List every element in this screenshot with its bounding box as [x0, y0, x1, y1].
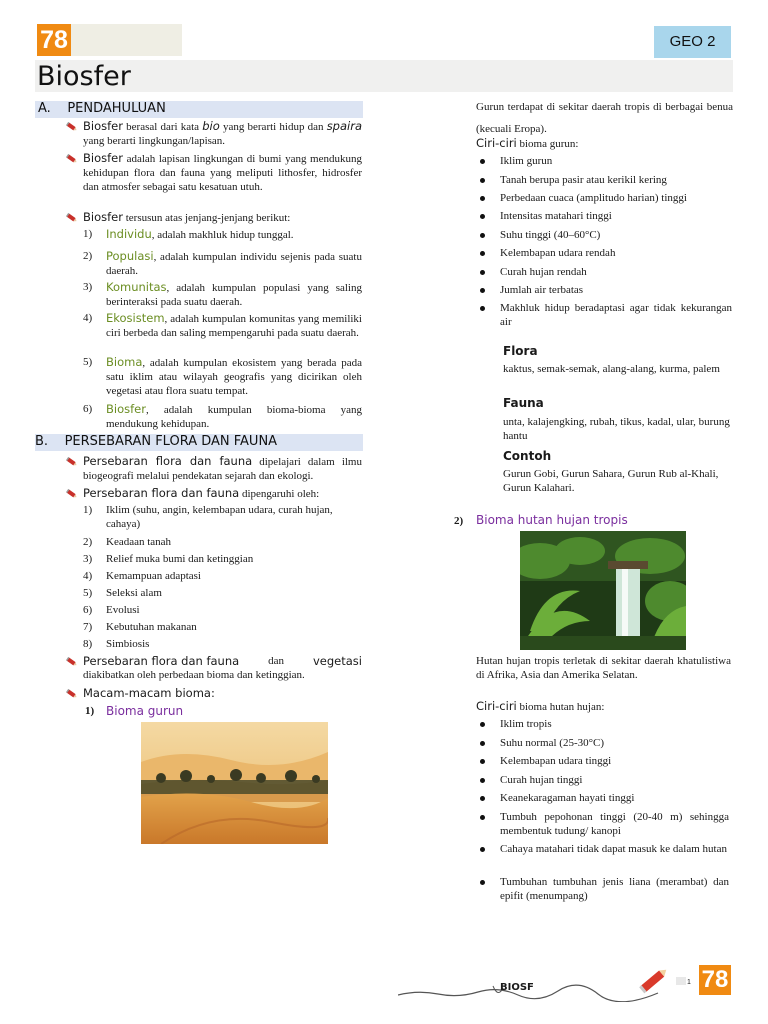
bullet-dot — [480, 847, 485, 852]
level-item: Komunitas, adalah kumpulan populasi yang saling berinteraksi pada suatu daerah. — [106, 280, 362, 308]
trait-item: Perbedaan cuaca (amplitudo harian) tinggi — [500, 192, 687, 204]
bullet-dot — [480, 233, 485, 238]
section-b-bullet-4: Macam-macam bioma: — [83, 686, 215, 700]
bullet-dot — [480, 306, 485, 311]
trait-item: Keanekaragaman hayati tinggi — [500, 792, 635, 804]
section-b-bullet-2: Persebaran flora dan fauna dipengaruhi oleh: — [83, 486, 320, 500]
pencil-bullet-icon — [66, 656, 78, 668]
trait-item: Tumbuh pepohonan tinggi (20-40 m) sehingga membentuk tudung/ kanopi — [500, 811, 729, 837]
subject-badge: GEO 2 — [654, 26, 731, 58]
bullet-dot — [480, 778, 485, 783]
trait-item: Tumbuhan tumbuhan jenis liana (merambat) dan epifit (menumpang) — [500, 876, 729, 902]
biome-1-number: 1) — [85, 705, 95, 717]
flora-text: kaktus, semak-semak, alang-alang, kurma, palem — [503, 363, 720, 375]
page-number-badge: 78 — [37, 24, 71, 56]
desert-intro: Gurun terdapat di sekitar daerah tropis di berbagai benua (kecuali Eropa). — [476, 101, 733, 135]
level-item: Biosfer, adalah kumpulan bioma-bioma yang mendukung kehidupan. — [106, 402, 362, 430]
trait-item: Curah hujan rendah — [500, 266, 587, 278]
pencil-bullet-icon — [66, 212, 78, 224]
factor-item: Kemampuan adaptasi — [106, 570, 201, 582]
bullet-dot — [480, 741, 485, 746]
level-item: Individu, adalah makhluk hidup tunggal. — [106, 227, 294, 241]
section-b-header: B. PERSEBARAN FLORA DAN FAUNA — [35, 434, 363, 451]
bullet-dot — [480, 196, 485, 201]
trait-item: Iklim tropis — [500, 718, 552, 730]
bullet-dot — [480, 251, 485, 256]
rainforest-intro: Hutan hujan tropis terletak di sekitar daerah khatulistiwa di Afrika, Asia dan Amerika Selatan. — [476, 655, 731, 681]
trait-item: Suhu tinggi (40–60°C) — [500, 229, 601, 241]
factor-item: Iklim (suhu, angin, kelembapan udara, curah hujan, cahaya) — [106, 504, 333, 530]
contoh-heading: Contoh — [503, 449, 552, 463]
section-a-bullet-1: Biosfer berasal dari kata bio yang berarti hidup dan spaira yang berarti lingkungan/lapisan. — [83, 119, 362, 147]
footer-page-number: 78 — [699, 965, 731, 995]
flora-heading: Flora — [503, 344, 538, 358]
pencil-bullet-icon — [66, 153, 78, 165]
level-number: 1) — [83, 228, 93, 240]
section-b-bullet-1: Persebaran flora dan fauna dipelajari dalam ilmu biogeografi melalui pendekatan sejarah dan ekologi. — [83, 454, 362, 482]
biome-1-title: Bioma gurun — [106, 704, 184, 718]
level-number: 3) — [83, 281, 93, 293]
factor-number: 8) — [83, 638, 93, 650]
contoh-text: Gurun Gobi, Gurun Sahara, Gurun Rub al-Khali, Gurun Kalahari. — [503, 468, 719, 494]
bullet-dot — [480, 214, 485, 219]
page-title: Biosfer — [37, 61, 131, 92]
biome-2-title: Bioma hutan hujan tropis — [476, 513, 628, 527]
level-number: 4) — [83, 312, 93, 324]
factor-item: Seleksi alam — [106, 587, 162, 599]
factor-number: 2) — [83, 536, 93, 548]
biome-2-number: 2) — [454, 515, 464, 527]
factor-item: Simbiosis — [106, 638, 150, 650]
rainforest-traits-heading: Ciri-ciri bioma hutan hujan: — [476, 699, 605, 713]
bullet-dot — [480, 722, 485, 727]
trait-item: Intensitas matahari tinggi — [500, 210, 612, 222]
factor-number: 4) — [83, 570, 93, 582]
factor-number: 7) — [83, 621, 93, 633]
bullet-dot — [480, 796, 485, 801]
bullet-dot — [480, 815, 485, 820]
trait-item: Kelembapan udara rendah — [500, 247, 616, 259]
bullet-dot — [480, 759, 485, 764]
level-item: Populasi, adalah kumpulan individu sejenis pada suatu daerah. — [106, 249, 362, 277]
factor-number: 6) — [83, 604, 93, 616]
level-item: Ekosistem, adalah kumpulan komunitas yang memiliki ciri berbeda dan saling mempengaruhi pada suatu daerah. — [106, 311, 362, 339]
factor-item: Keadaan tanah — [106, 536, 172, 548]
bullet-dot — [480, 288, 485, 293]
trait-item: Jumlah air terbatas — [500, 284, 584, 296]
rainforest-photo — [520, 531, 686, 650]
pencil-bullet-icon — [66, 121, 78, 133]
trait-item: Kelembapan udara tinggi — [500, 755, 612, 767]
pencil-bullet-icon — [66, 488, 78, 500]
trait-item: Makhluk hidup beradaptasi agar tidak kekurangan air — [500, 302, 732, 328]
header-bar — [71, 24, 182, 56]
footer-label: BIOSF — [500, 982, 534, 993]
trait-item: Suhu normal (25-30°C) — [500, 737, 605, 749]
factor-item: Kebutuhan makanan — [106, 621, 197, 633]
fauna-text: unta, kalajengking, rubah, tikus, kadal, ular, burung hantu — [503, 416, 730, 442]
title-bar — [35, 60, 733, 92]
level-number: 5) — [83, 356, 93, 368]
factor-number: 3) — [83, 553, 93, 565]
fauna-heading: Fauna — [503, 396, 544, 410]
trait-item: Curah hujan tinggi — [500, 774, 583, 786]
footer-page-small: 1 — [687, 979, 691, 986]
footer-small-box — [676, 977, 686, 985]
bullet-dot — [480, 159, 485, 164]
pencil-bullet-icon — [66, 688, 78, 700]
level-number: 6) — [83, 403, 93, 415]
section-a-bullet-2: Biosfer adalah lapisan lingkungan di bumi yang mendukung kehidupan flora dan fauna yang meliputi lithosfer, hidrosfer dan atmosfer sebagai satu kesatuan utuh. — [83, 151, 362, 193]
level-item: Bioma, adalah kumpulan ekosistem yang berada pada satu iklim atau wilayah geografis yang dicirikan oleh vegetasi atau flora suatu tempat. — [106, 355, 362, 397]
pencil-bullet-icon — [66, 456, 78, 468]
trait-item: Tanah berupa pasir atau kerikil kering — [500, 174, 667, 186]
trait-item: Iklim gurun — [500, 155, 553, 167]
bullet-dot — [480, 178, 485, 183]
factor-item: Evolusi — [106, 604, 140, 616]
factor-number: 5) — [83, 587, 93, 599]
section-a-header: A. PENDAHULUAN — [35, 101, 363, 118]
pencil-icon — [636, 963, 672, 997]
desert-photo — [141, 722, 328, 844]
section-b-bullet-3: Persebaran flora dan fauna dan vegetasi diakibatkan oleh perbedaan bioma dan ketinggian. — [83, 654, 362, 681]
factor-number: 1) — [83, 504, 93, 516]
bullet-dot — [480, 270, 485, 275]
factor-item: Relief muka bumi dan ketinggian — [106, 553, 254, 565]
level-number: 2) — [83, 250, 93, 262]
desert-traits-heading: Ciri-ciri bioma gurun: — [476, 136, 579, 150]
section-a-bullet-3: Biosfer tersusun atas jenjang-jenjang berikut: — [83, 210, 291, 224]
trait-item: Cahaya matahari tidak dapat masuk ke dalam hutan — [500, 843, 727, 855]
bullet-dot — [480, 880, 485, 885]
